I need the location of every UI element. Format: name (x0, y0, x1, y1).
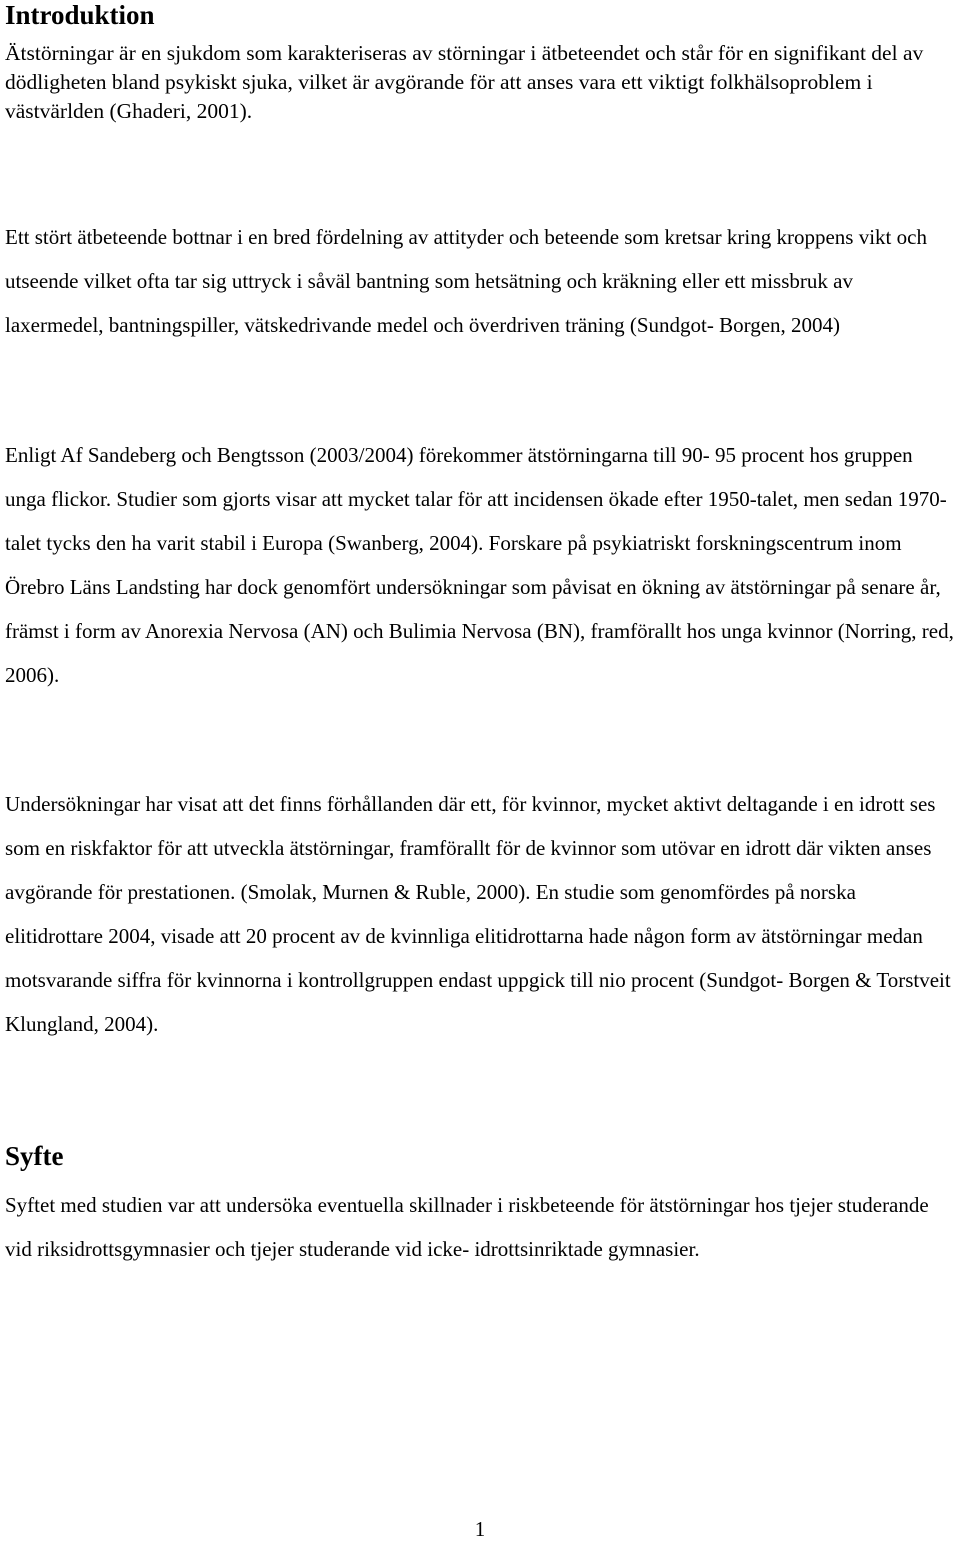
page-number: 1 (474, 1517, 486, 1541)
paragraph-syfte: Syftet med studien var att undersöka eventuella skillnader i riskbeteende för ätstörningar hos tjejer studerande vid riksidrottsgymnasier och tjejer studerande vid icke- idrottsinriktade gymnasier. (5, 1193, 929, 1261)
section-heading-introduktion: Introduktion (5, 0, 155, 30)
paragraph-4: Undersökningar har visat att det finns förhållanden där ett, för kvinnor, mycket aktivt deltagande i en idrott ses som en riskfaktor för att utveckla ätstörningar, framförallt för de kvinnor som utövar en idrott där vikten anses avgörande för prestationen. (Smolak, Murnen & Ruble, 2000). En studie som genomfördes på norska elitidrottare 2004, visade att 20 procent av de kvinnliga elitidrottarna hade någon form av ätstörningar medan motsvarande siffra för kvinnorna i kontrollgruppen endast uppgick till nio procent (Sundgot- Borgen & Torstveit Klungland, 2004). (5, 792, 951, 1036)
paragraph-3: Enligt Af Sandeberg och Bengtsson (2003/2004) förekommer ätstörningarna till 90- 95 procent hos gruppen unga flickor. Studier som gjorts visar att mycket talar för att incidensen ökade efter 1950-talet, men sedan 1970-talet tycks den ha varit stabil i Europa (Swanberg, 2004). Forskare på psykiatriskt forskningscentrum inom Örebro Läns Landsting har dock genomfört undersökningar som påvisat en ökning av ätstörningar på senare år, främst i form av Anorexia Nervosa (AN) och Bulimia Nervosa (BN), framförallt hos unga kvinnor (Norring, red, 2006). (5, 443, 954, 687)
section-heading-syfte: Syfte (5, 1141, 64, 1171)
paragraph-1: Ätstörningar är en sjukdom som karakteriseras av störningar i ätbeteendet och står för en signifikant del av dödligheten bland psykiskt sjuka, vilket är avgörande för att anses vara ett viktigt folkhälsoproblem i västvärlden (Ghaderi, 2001). (5, 41, 924, 123)
paragraph-2: Ett stört ätbeteende bottnar i en bred fördelning av attityder och beteende som kretsar kring kroppens vikt och utseende vilket ofta tar sig uttryck i såväl bantning som hetsätning och kräkning eller ett missbruk av laxermedel, bantningspiller, vätskedrivande medel och överdriven träning (Sundgot- Borgen, 2004) (5, 225, 927, 337)
